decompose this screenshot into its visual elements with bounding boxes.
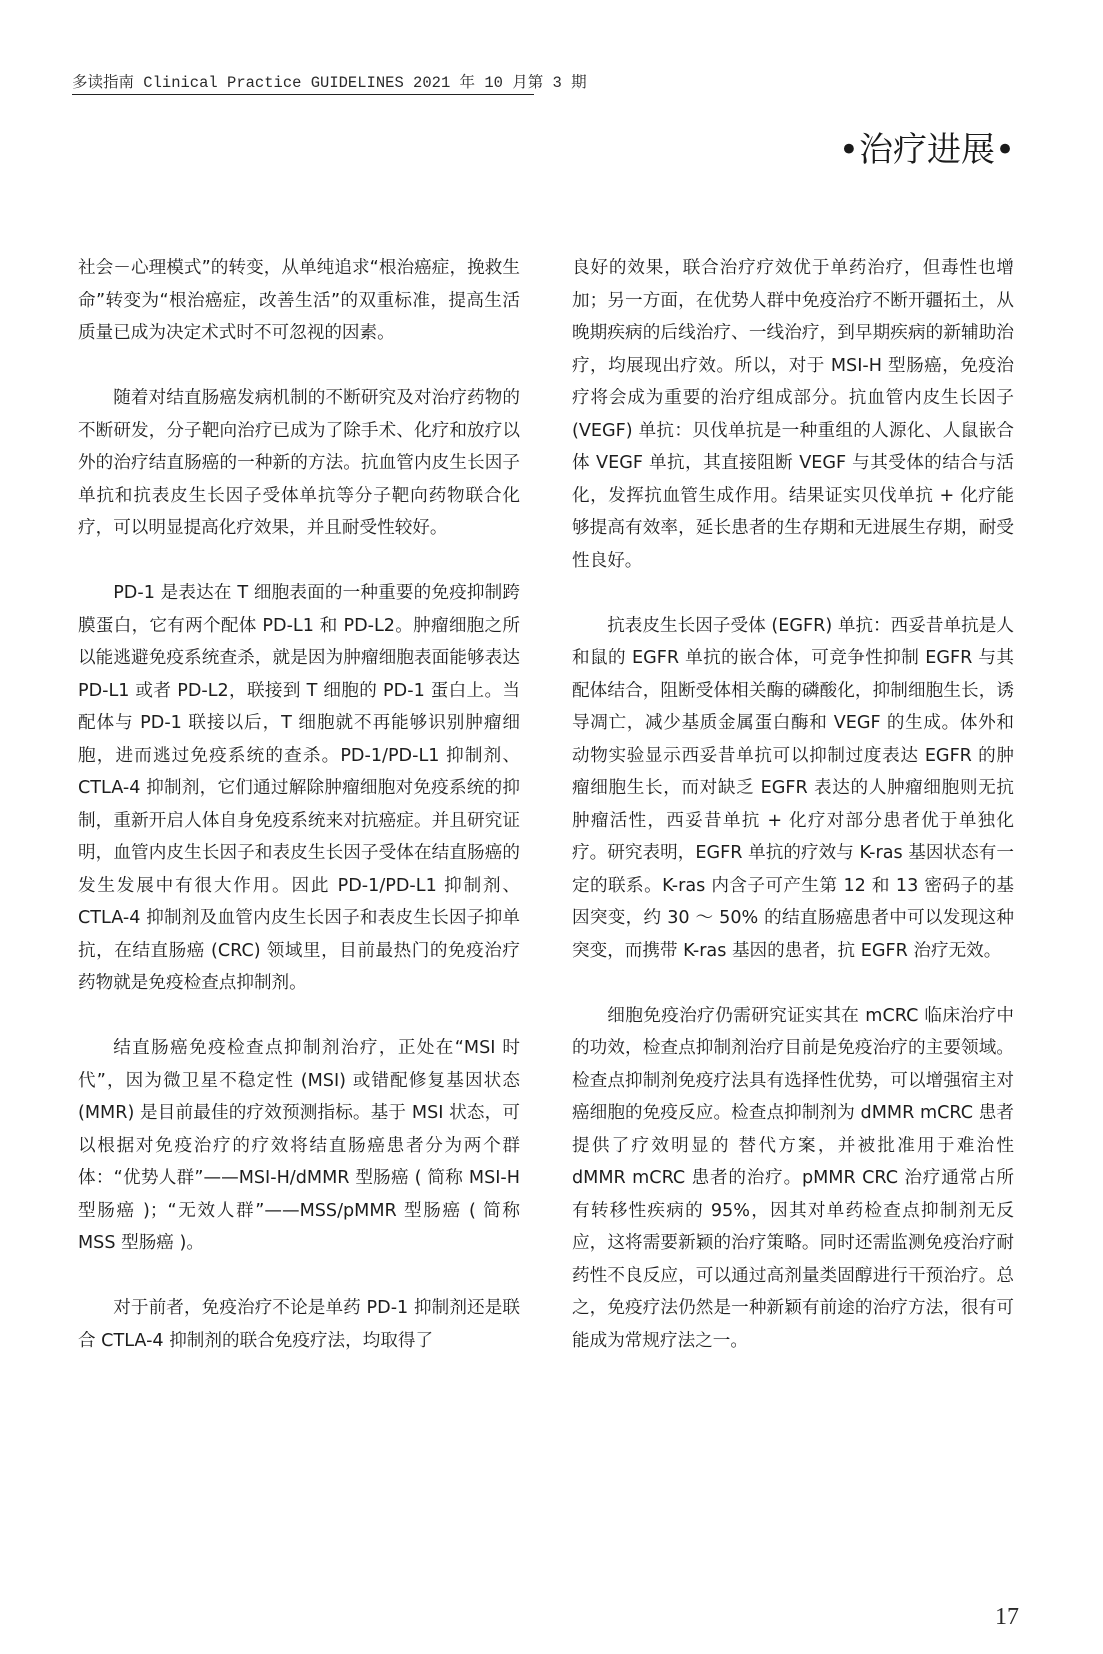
paragraph: 社会－心理模式”的转变，从单纯追求“根治癌症，挽救生命”转变为“根治癌症，改善生活”的双重标准，提高生活质量已成为决定术式时不可忽视的因素。 bbox=[78, 258, 520, 343]
paragraph: PD-1 是表达在 T 细胞表面的一种重要的免疫抑制跨膜蛋白，它有两个配体 PD-L1 和 PD-L2。肿瘤细胞之所以能逃避免疫系统查杀，就是因为肿瘤细胞表面能够表达 PD-L1 或者 PD-L2，联接到 T 细胞的 PD-1 蛋白上。当配体与 PD-1 联接以后，T 细胞就不再能够识别肿瘤细胞，进而逃过免疫系统的查杀。PD-1/PD-L1 抑制剂、CTLA-4 抑制剂，它们通过解除肿瘤细胞对免疫系统的抑制，重新开启人体自身免疫系统来对抗癌症。并且研究证明，血管内皮生长因子和表皮生长因子受体在结直肠癌的发生发展中有很大作用。因此 PD-1/PD-L1 抑制剂、CTLA-4 抑制剂及血管内皮生长因子和表皮生长因子抑单抗，在结直肠癌 (CRC) 领域里，目前最热门的免疫治疗药物就是免疫检查点抑制剂。 bbox=[78, 583, 520, 993]
paragraph: 良好的效果，联合治疗疗效优于单药治疗，但毒性也增加；另一方面，在优势人群中免疫治疗不断开疆拓土，从晚期疾病的后线治疗、一线治疗，到早期疾病的新辅助治疗，均展现出疗效。所以，对于 MSI-H 型肠癌，免疫治疗将会成为重要的治疗组成部分。抗血管内皮生长因子 (VEGF) 单抗：贝伐单抗是一种重组的人源化、人鼠嵌合体 VEGF 单抗，其直接阻断 VEGF 与其受体的结合与活化，发挥抗血管生成作用。结果证实贝伐单抗 + 化疗能够提高有效率，延长患者的生存期和无进展生存期，耐受性良好。 bbox=[572, 258, 1014, 571]
paragraph: 对于前者，免疫治疗不论是单药 PD-1 抑制剂还是联合 CTLA-4 抑制剂的联合免疫疗法，均取得了 bbox=[78, 1298, 520, 1351]
running-head: 多读指南 Clinical Practice GUIDELINES 2021 年 10 月第 3 期 bbox=[72, 72, 534, 95]
paragraph: 随着对结直肠癌发病机制的不断研究及对治疗药物的不断研发，分子靶向治疗已成为了除手术、化疗和放疗以外的治疗结直肠癌的一种新的方法。抗血管内皮生长因子单抗和抗表皮生长因子受体单抗等分子靶向药物联合化疗，可以明显提高化疗效果，并且耐受性较好。 bbox=[78, 388, 520, 538]
left-column bbox=[78, 252, 520, 1390]
right-column bbox=[572, 252, 1014, 1390]
paragraph: 结直肠癌免疫检查点抑制剂治疗，正处在“MSI 时代”，因为微卫星不稳定性 (MSI) 或错配修复基因状态 (MMR) 是目前最佳的疗效预测指标。基于 MSI 状态，可以根据对免疫治疗的疗效将结直肠癌患者分为两个群体：“优势人群”——MSI-H/dMMR 型肠癌 ( 简称 MSI-H 型肠癌 )；“无效人群”——MSS/pMMR 型肠癌 ( 简称 MSS 型肠癌 )。 bbox=[78, 1038, 520, 1253]
page-number: 17 bbox=[995, 1604, 1019, 1630]
paragraph: 细胞免疫治疗仍需研究证实其在 mCRC 临床治疗中的功效，检查点抑制剂治疗目前是免疫治疗的主要领域。检查点抑制剂免疫疗法具有选择性优势，可以增强宿主对癌细胞的免疫反应。检查点抑制剂为 dMMR mCRC 患者提供了疗效明显的 替代方案，并被批准用于难治性 dMMR mCRC 患者的治疗。pMMR CRC 治疗通常占所有转移性疾病的 95%，因其对单药检查点抑制剂无反应，这将需要新颖的治疗策略。同时还需监测免疫治疗耐药性不良反应，可以通过高剂量类固醇进行干预治疗。总之，免疫疗法仍然是一种新颖有前途的治疗方法，很有可能成为常规疗法之一。 bbox=[572, 1005, 1014, 1351]
paragraph: 抗表皮生长因子受体 (EGFR) 单抗：西妥昔单抗是人和鼠的 EGFR 单抗的嵌合体，可竞争性抑制 EGFR 与其配体结合，阻断受体相关酶的磷酸化，抑制细胞生长，诱导凋亡，减少基质金属蛋白酶和 VEGF 的生成。体外和动物实验显示西妥昔单抗可以抑制过度表达 EGFR 的肿瘤细胞生长，而对缺乏 EGFR 表达的人肿瘤细胞则无抗肿瘤活性，西妥昔单抗 + 化疗对部分患者优于单独化疗。研究表明，EGFR 单抗的疗效与 K-ras 基因状态有一定的联系。K-ras 内含子可产生第 12 和 13 密码子的基因突变，约 30 ～ 50% 的结直肠癌患者中可以发现这种突变，而携带 K-ras 基因的患者，抗 EGFR 治疗无效。 bbox=[572, 615, 1014, 961]
section-title: •治疗进展• bbox=[838, 130, 1015, 170]
